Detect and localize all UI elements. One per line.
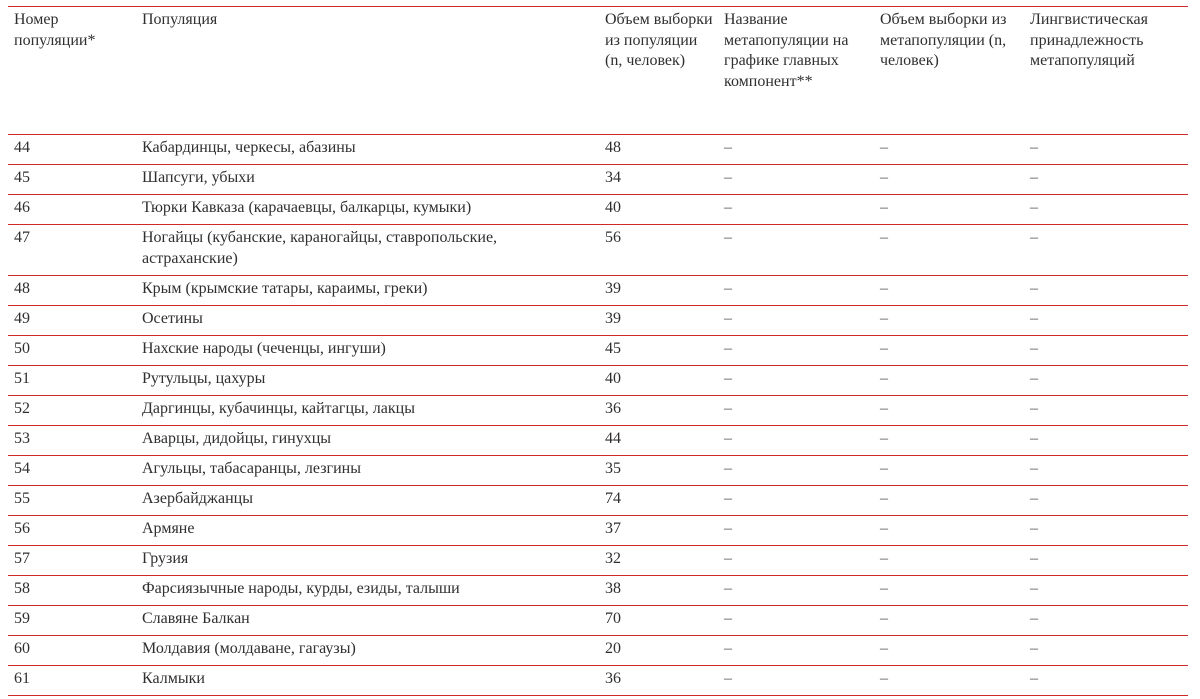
metapopulation-name-cell: – (718, 636, 874, 666)
header-metapopulation-sample-size: Объем выборки из метапопуляции (n, человек) (874, 7, 1024, 135)
population-number-cell: 58 (8, 576, 136, 606)
table-row (8, 225, 1188, 276)
linguistic-affiliation-cell: – (1024, 165, 1188, 195)
population-cell: Калмыки (136, 666, 599, 696)
metapopulation-name-cell: – (718, 396, 874, 426)
metapopulation-name-cell: – (718, 606, 874, 636)
sample-size-cell: 38 (599, 576, 718, 606)
population-cell: Агульцы, табасаранцы, лезгины (136, 456, 599, 486)
metapopulation-sample-size-cell: – (874, 135, 1024, 165)
metapopulation-name-cell: – (718, 426, 874, 456)
header-metapopulation-name: Название метапопуляции на графике главных компонент** (718, 7, 874, 135)
table-row (8, 396, 1188, 426)
linguistic-affiliation-cell: – (1024, 486, 1188, 516)
population-cell: Ногайцы (кубанские, караногайцы, ставропольские, астраханские) (136, 225, 599, 276)
sample-size-cell: 74 (599, 486, 718, 516)
metapopulation-sample-size-cell: – (874, 426, 1024, 456)
linguistic-affiliation-cell: – (1024, 276, 1188, 306)
sample-size-cell: 36 (599, 666, 718, 696)
population-number-cell: 55 (8, 486, 136, 516)
header-row (8, 7, 1188, 135)
population-cell: Славяне Балкан (136, 606, 599, 636)
metapopulation-name-cell: – (718, 366, 874, 396)
metapopulation-sample-size-cell: – (874, 576, 1024, 606)
population-number-cell: 60 (8, 636, 136, 666)
table-row (8, 576, 1188, 606)
metapopulation-name-cell: – (718, 336, 874, 366)
table-row (8, 195, 1188, 225)
sample-size-cell: 39 (599, 276, 718, 306)
sample-size-cell: 32 (599, 546, 718, 576)
linguistic-affiliation-cell: – (1024, 195, 1188, 225)
sample-size-cell: 34 (599, 165, 718, 195)
linguistic-affiliation-cell: – (1024, 546, 1188, 576)
population-cell: Даргинцы, кубачинцы, кайтагцы, лакцы (136, 396, 599, 426)
linguistic-affiliation-cell: – (1024, 366, 1188, 396)
population-number-cell: 44 (8, 135, 136, 165)
population-cell: Осетины (136, 306, 599, 336)
population-cell: Азербайджанцы (136, 486, 599, 516)
table-row (8, 636, 1188, 666)
linguistic-affiliation-cell: – (1024, 666, 1188, 696)
linguistic-affiliation-cell: – (1024, 396, 1188, 426)
population-cell: Армяне (136, 516, 599, 546)
population-number-cell: 57 (8, 546, 136, 576)
table-row (8, 486, 1188, 516)
metapopulation-name-cell: – (718, 516, 874, 546)
table-row (8, 366, 1188, 396)
sample-size-cell: 40 (599, 195, 718, 225)
linguistic-affiliation-cell: – (1024, 456, 1188, 486)
population-number-cell: 61 (8, 666, 136, 696)
metapopulation-name-cell: – (718, 306, 874, 336)
linguistic-affiliation-cell: – (1024, 336, 1188, 366)
population-cell: Молдавия (молдаване, гагаузы) (136, 636, 599, 666)
population-cell: Шапсуги, убыхи (136, 165, 599, 195)
metapopulation-name-cell: – (718, 276, 874, 306)
metapopulation-sample-size-cell: – (874, 276, 1024, 306)
sample-size-cell: 40 (599, 366, 718, 396)
table-row (8, 165, 1188, 195)
metapopulation-sample-size-cell: – (874, 396, 1024, 426)
linguistic-affiliation-cell: – (1024, 426, 1188, 456)
linguistic-affiliation-cell: – (1024, 225, 1188, 276)
linguistic-affiliation-cell: – (1024, 576, 1188, 606)
linguistic-affiliation-cell: – (1024, 135, 1188, 165)
metapopulation-sample-size-cell: – (874, 366, 1024, 396)
header-population-number: Номер популяции* (8, 7, 136, 135)
table-row (8, 546, 1188, 576)
metapopulation-sample-size-cell: – (874, 666, 1024, 696)
metapopulation-name-cell: – (718, 576, 874, 606)
population-number-cell: 54 (8, 456, 136, 486)
metapopulation-sample-size-cell: – (874, 486, 1024, 516)
table-row (8, 336, 1188, 366)
metapopulation-name-cell: – (718, 195, 874, 225)
header-linguistic-affiliation: Лингвистическая принадлежность метапопуляций (1024, 7, 1188, 135)
metapopulation-name-cell: – (718, 456, 874, 486)
metapopulation-name-cell: – (718, 165, 874, 195)
table-row (8, 276, 1188, 306)
population-cell: Крым (крымские татары, караимы, греки) (136, 276, 599, 306)
population-number-cell: 59 (8, 606, 136, 636)
population-cell: Фарсиязычные народы, курды, езиды, талыши (136, 576, 599, 606)
sample-size-cell: 36 (599, 396, 718, 426)
metapopulation-sample-size-cell: – (874, 546, 1024, 576)
table-row (8, 666, 1188, 696)
metapopulation-sample-size-cell: – (874, 225, 1024, 276)
population-cell: Нахские народы (чеченцы, ингуши) (136, 336, 599, 366)
header-sample-size: Объем выборки из популяции (n, человек) (599, 7, 718, 135)
sample-size-cell: 70 (599, 606, 718, 636)
population-number-cell: 51 (8, 366, 136, 396)
table-row (8, 456, 1188, 486)
population-number-cell: 49 (8, 306, 136, 336)
sample-size-cell: 48 (599, 135, 718, 165)
linguistic-affiliation-cell: – (1024, 636, 1188, 666)
sample-size-cell: 44 (599, 426, 718, 456)
sample-size-cell: 35 (599, 456, 718, 486)
population-number-cell: 56 (8, 516, 136, 546)
metapopulation-name-cell: – (718, 486, 874, 516)
population-number-cell: 53 (8, 426, 136, 456)
metapopulation-sample-size-cell: – (874, 606, 1024, 636)
metapopulation-name-cell: – (718, 135, 874, 165)
table-row (8, 426, 1188, 456)
sample-size-cell: 45 (599, 336, 718, 366)
sample-size-cell: 39 (599, 306, 718, 336)
table-row (8, 516, 1188, 546)
metapopulation-sample-size-cell: – (874, 165, 1024, 195)
sample-size-cell: 37 (599, 516, 718, 546)
metapopulation-sample-size-cell: – (874, 456, 1024, 486)
table-header (8, 7, 1188, 135)
population-cell: Аварцы, дидойцы, гинухцы (136, 426, 599, 456)
header-population: Популяция (136, 7, 599, 135)
metapopulation-name-cell: – (718, 225, 874, 276)
metapopulation-sample-size-cell: – (874, 306, 1024, 336)
linguistic-affiliation-cell: – (1024, 306, 1188, 336)
metapopulation-name-cell: – (718, 666, 874, 696)
population-number-cell: 48 (8, 276, 136, 306)
population-cell: Рутульцы, цахуры (136, 366, 599, 396)
population-number-cell: 45 (8, 165, 136, 195)
population-cell: Тюрки Кавказа (карачаевцы, балкарцы, кумыки) (136, 195, 599, 225)
population-cell: Кабардинцы, черкесы, абазины (136, 135, 599, 165)
sample-size-cell: 20 (599, 636, 718, 666)
population-number-cell: 47 (8, 225, 136, 276)
population-number-cell: 46 (8, 195, 136, 225)
table-row (8, 135, 1188, 165)
table-row (8, 306, 1188, 336)
metapopulation-sample-size-cell: – (874, 336, 1024, 366)
population-number-cell: 52 (8, 396, 136, 426)
metapopulation-sample-size-cell: – (874, 516, 1024, 546)
metapopulation-sample-size-cell: – (874, 636, 1024, 666)
population-number-cell: 50 (8, 336, 136, 366)
population-table (8, 6, 1188, 696)
table-row (8, 606, 1188, 636)
metapopulation-sample-size-cell: – (874, 195, 1024, 225)
population-cell: Грузия (136, 546, 599, 576)
sample-size-cell: 56 (599, 225, 718, 276)
metapopulation-name-cell: – (718, 546, 874, 576)
table-body (8, 135, 1188, 696)
linguistic-affiliation-cell: – (1024, 606, 1188, 636)
linguistic-affiliation-cell: – (1024, 516, 1188, 546)
